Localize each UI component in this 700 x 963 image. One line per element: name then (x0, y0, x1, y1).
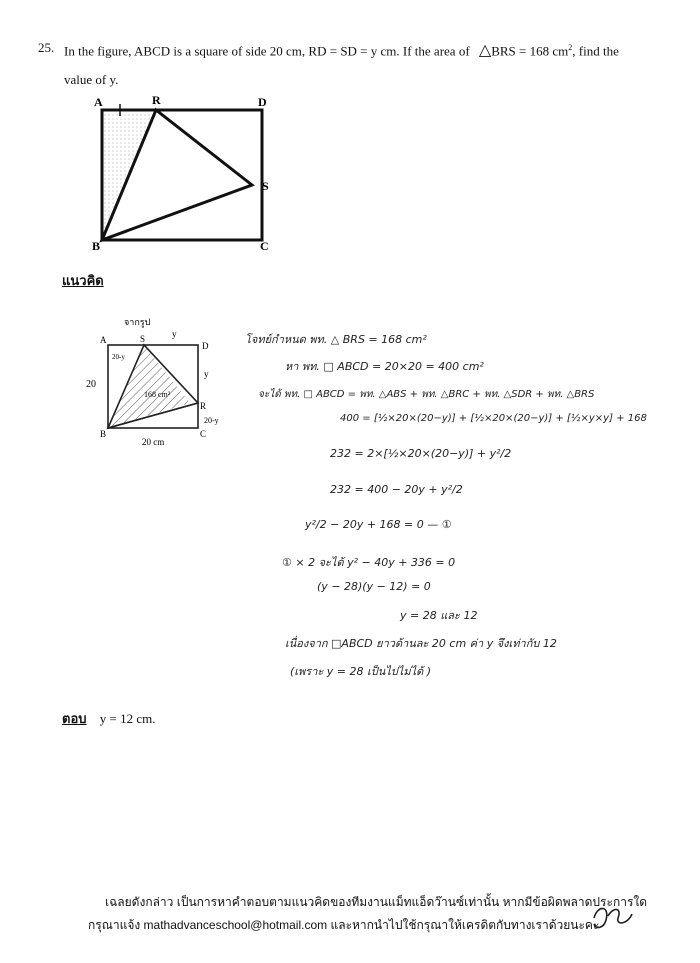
sketch-label-area: 168 cm² (144, 390, 171, 399)
solution-line-6: 232 = 400 − 20y + y²/2 (330, 483, 463, 496)
sketch-label-d: D (202, 341, 209, 351)
footer-line-2: กรุณาแจ้ง mathadvanceschool@hotmail.com และหากนำไปใช้กรุณาให้เครดิตกับทางเราด้วยนะคะ (88, 918, 600, 932)
solution-line-11: เนื่องจาก □ABCD ยาวด้านละ 20 cm ค่า y จึงเท่ากับ 12 (285, 637, 557, 650)
sketch-label-a: A (100, 335, 107, 345)
sketch-label-r: R (200, 401, 207, 411)
label-c: C (260, 239, 269, 253)
sketch-label-bottom: 20 cm (142, 437, 165, 447)
answer (62, 711, 155, 727)
question-text-part3: , find the (572, 43, 619, 59)
label-s: S (262, 179, 269, 193)
sketch-label-c: C (200, 429, 207, 439)
sketch-label-20-y-right: 20-y (204, 416, 219, 425)
solution-line-10: y = 28 และ 12 (400, 609, 478, 622)
sketch-label-20-left: 20 (86, 379, 96, 390)
sketch-label-y-right: y (204, 369, 209, 379)
label-d: D (258, 95, 267, 109)
question-number: 25. (38, 40, 55, 55)
footer-line-1: เฉลยดังกล่าว เป็นการหาคำตอบตามแนวคิดของทีมงานแม็ทแอ็ดว๊านซ์เท่านั้น หากมีข้อผิดพลาดประการใด (105, 895, 648, 909)
solution-line-2: หา พท. □ ABCD = 20×20 = 400 cm² (285, 360, 484, 373)
sketch-figure (80, 305, 240, 455)
question-text-part1: In the figure, ABCD is a square of side 20 cm, RD = SD = y cm. If the area of (64, 43, 470, 59)
solution-line-7: y²/2 − 20y + 168 = 0 — ① (305, 518, 452, 531)
section-heading: แนวคิด (62, 273, 104, 288)
solution-line-12: (เพราะ y = 28 เป็นไปไม่ได้ ) (290, 665, 432, 678)
label-b: B (92, 239, 101, 253)
solution-line-3: จะได้ พท. □ ABCD = พท. △ABS + พท. △BRC + พท. △SDR + พท. △BRS (258, 389, 595, 400)
solution-line-4: 400 = [½×20×(20−y)] + [½×20×(20−y)] + [½×y×y] + 168 (340, 413, 647, 424)
answer-value: y = 12 cm. (99, 711, 156, 726)
question-line-1 (64, 40, 619, 59)
sketch-top-note: จากรูป (124, 317, 151, 327)
solution-line-1: โจทย์กำหนด พท. △ BRS = 168 cm² (245, 333, 427, 346)
question-line-2: value of y. (64, 72, 119, 87)
solution-line-9: (y − 28)(y − 12) = 0 (317, 580, 431, 593)
question-text-part2: BRS = 168 cm (491, 43, 569, 59)
label-r: R (152, 93, 161, 107)
answer-label: ตอบ (62, 711, 87, 726)
sketch-label-20-y-inner: 20-y (112, 353, 125, 361)
sketch-label-y-top: y (172, 329, 177, 339)
solution-line-8: ① × 2 จะได้ y² − 40y + 336 = 0 (282, 556, 456, 569)
solution-line-5: 232 = 2×[½×20×(20−y)] + y²/2 (330, 447, 512, 460)
signature-scribble (588, 896, 638, 936)
triangle-symbol: △ (478, 42, 492, 60)
sketch-label-s: S (140, 334, 146, 344)
question-superscript: 2 (568, 43, 573, 52)
square-figure (80, 90, 290, 260)
sketch-label-b: B (100, 429, 107, 439)
label-a: A (94, 95, 103, 109)
